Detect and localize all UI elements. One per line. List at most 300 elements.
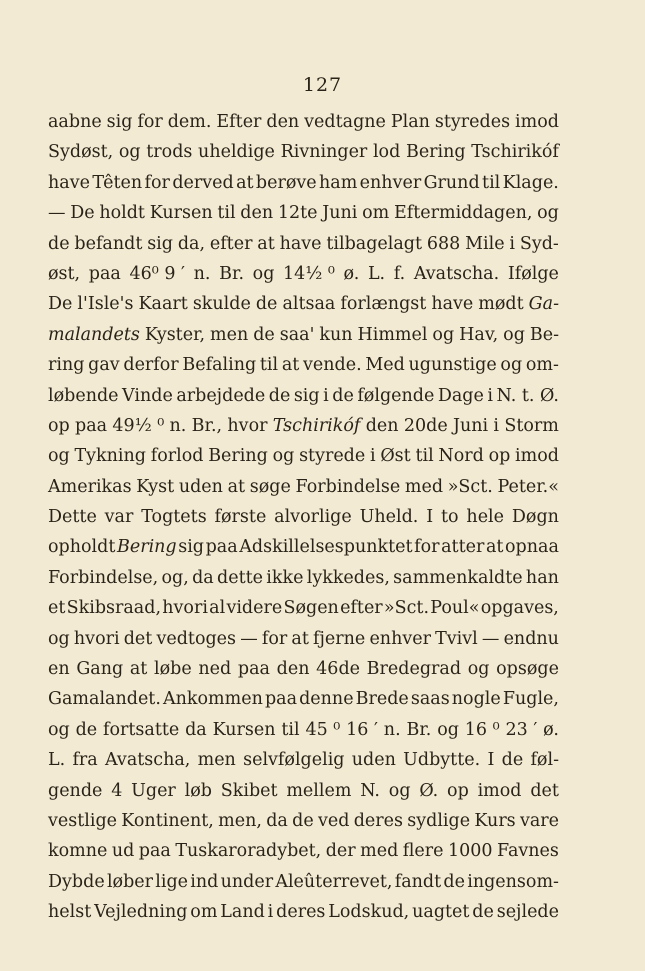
word: helst [48,902,92,923]
word: fra [72,750,98,771]
word: til [415,446,434,467]
word: sig [106,112,133,132]
word: ham [318,172,358,193]
text-line [48,715,559,745]
text-line [48,289,559,319]
word: Gamalandet. [48,689,161,710]
word: sig [178,537,205,558]
word: flere [402,841,444,862]
word: Forbindelse [295,476,401,497]
word: Forbindelse, [48,567,159,588]
word: Poul« [430,598,480,619]
word: Sydøst, [48,142,114,163]
word: og [252,263,275,284]
word: Br., [191,415,223,436]
word: ikke [266,567,304,588]
word: ud [111,841,135,862]
word: da, [177,233,206,254]
word: ø. [543,719,559,740]
word: 23 ′ [505,719,538,740]
word: og [272,446,295,467]
word: de [472,902,494,923]
word: have [431,294,474,315]
word: Avatscha. [413,263,500,284]
word: for [144,172,170,193]
word: ned [198,659,232,680]
word: og [388,780,411,801]
word: med [360,841,399,862]
word: forlod [150,446,204,467]
word: at [236,172,254,193]
word: i [487,385,493,406]
word: endnu [503,628,559,649]
word: fortsatte [103,719,180,740]
word: uden [351,750,396,771]
word: opgaves, [480,598,559,619]
word: l'Isle's [77,294,134,315]
word: Vejledning [94,902,188,923]
word: ingensom- [467,871,559,892]
word: og [437,719,459,740]
word: første [214,507,267,528]
word: saas [410,689,450,710]
word: Kurs [474,810,516,831]
word: Udbytte. [403,750,481,771]
word: og [537,203,559,224]
word: have [279,233,322,254]
word: og, [161,567,189,588]
text-line [48,502,559,532]
word: og [118,142,141,163]
word: øst, [48,263,81,284]
page-number: 127 [302,74,343,96]
word: styredes [434,112,511,132]
word: 46de [316,659,360,680]
word: Himmel [357,324,428,345]
word: hele [466,507,505,528]
word: Tschirikóf [471,142,559,163]
word: 20de [403,415,448,436]
word: deres [353,810,403,831]
word: berøve [255,172,317,193]
word: og [48,446,70,467]
text-line [48,745,559,775]
word: løbende [48,385,119,406]
word: sig [147,233,173,254]
word: styrede [299,446,366,467]
word: Lodskud, [328,902,410,923]
text-line [48,684,559,714]
word: 46⁰ 9 ′ [129,263,186,284]
word: Amerikas [48,476,132,497]
word: malandets [48,324,140,345]
text-line [48,259,559,289]
word: 12te [277,203,318,224]
word: da [192,567,214,588]
word: to [440,507,459,528]
word: da [266,810,288,831]
word: atter [441,537,485,558]
word: 16 ⁰ [464,719,500,740]
text-line [48,107,559,137]
word: Kaart [138,294,188,315]
word: at [281,355,300,376]
text-line [48,198,559,228]
word: — [240,628,258,649]
word: De [70,203,95,224]
word: 49½ ⁰ [112,415,165,436]
text-line [48,350,559,380]
word: Br. [406,719,432,740]
word: tilbagelagt [326,233,423,254]
word: paa [264,689,298,710]
word: dette [217,567,263,588]
word: — [481,628,500,649]
word: at [227,476,246,497]
word: og [48,719,70,740]
word: uden [178,476,223,497]
word: men [210,324,249,345]
word: 688 [426,233,461,254]
word: kun [319,324,353,345]
word: imod [515,446,559,467]
word: — [48,203,66,224]
word: hvori [162,598,208,619]
word: nogle [451,689,501,710]
word: Adskillelsespunktet [239,537,413,558]
word: I [487,750,495,771]
word: altsaa [282,294,336,315]
word: de [268,385,291,406]
word: Tvivl [435,628,478,649]
word: Kyst [136,476,175,497]
word: ring [48,355,85,376]
text-line [48,593,559,623]
word: om [190,902,218,923]
word: paa [138,841,171,862]
word: Kursen [149,203,213,224]
word: Nord [438,446,484,467]
word: n. [169,415,187,436]
word: denne [299,689,354,710]
word: mødt [478,294,524,315]
word: Tuskaroradybet, [175,841,322,862]
word: Juni [322,203,358,224]
word: de [501,750,524,771]
word: paa [88,263,121,284]
word: Peter.« [497,476,559,497]
word: da [185,719,207,740]
word: imod [515,112,559,132]
word: den [266,112,300,132]
word: uagtet [412,902,470,923]
body-text [48,107,559,928]
word: »Sct. [447,476,493,497]
word: Ø. [419,780,439,801]
word: de [443,871,465,892]
word: fandt [394,871,442,892]
word: vende. [303,355,362,376]
word: Eftermiddagen, [393,203,533,224]
word: følgende [357,385,435,406]
word: Hav, [459,324,499,345]
word: en [48,659,70,680]
word: sammenkaldte [393,567,523,588]
word: paa [205,537,238,558]
text-line [48,624,559,654]
word: i [509,233,516,254]
word: Ga- [528,294,559,315]
word: op [488,446,511,467]
word: deres [276,902,326,923]
word: at [485,537,504,558]
word: ø. [343,263,360,284]
word: Juni [452,415,489,436]
word: Dette [48,507,97,528]
word: lykkedes, [306,567,390,588]
word: for [261,628,288,649]
word: 16 ′ [346,719,378,740]
word: Skibet [220,780,278,801]
word: føl- [530,750,559,771]
word: Plan [390,112,430,132]
word: efter [209,233,253,254]
word: Br. [219,263,245,284]
word: Grund [423,172,480,193]
word: under [220,871,274,892]
word: lod [372,142,401,163]
word: det [530,780,559,801]
word: have [48,172,90,193]
word: der [325,841,356,862]
word: søge [249,476,291,497]
word: for [414,537,440,558]
word: med [404,476,444,497]
word: N. t. Ø. [496,385,559,406]
word: videre [226,598,283,619]
word: og [503,324,525,345]
word: Gang [76,659,124,680]
word: opholdt [48,537,116,558]
word: Kyster, [144,324,206,345]
word: imod [477,780,522,801]
text-line [48,654,559,684]
word: Dybde [48,871,105,892]
word: vedtagne [304,112,386,132]
word: saa' [279,324,315,345]
word: Bredegrad [366,659,462,680]
word: i [267,902,274,923]
word: dem. [167,112,212,132]
word: de [255,294,278,315]
word: Bering [116,537,177,558]
word: i [323,385,329,406]
word: Syd- [519,233,559,254]
word: arbejdede [176,385,266,406]
word: ved [317,810,350,831]
text-line [48,381,559,411]
text-line [48,411,559,441]
word: de [75,719,98,740]
word: at [291,628,309,649]
text-line [48,229,559,259]
word: at [129,659,148,680]
word: Aleûterrevet, [275,871,393,892]
word: lige [155,871,189,892]
word: til [281,719,300,740]
word: selvfølgelig [243,750,345,771]
word: og [48,628,70,649]
word: de [253,324,275,345]
word: løb [184,780,212,801]
word: til [217,203,236,224]
word: opsøge [496,659,559,680]
word: uheldige [198,142,275,163]
word: hvor [227,415,268,436]
word: 4 [111,780,123,801]
word: holdt [99,203,145,224]
word: derved [172,172,234,193]
word: n. [193,263,211,284]
word: derfor [123,355,179,376]
word: Têten [92,172,143,193]
word: 45 ⁰ [305,719,341,740]
word: i [493,415,500,436]
word: N. [360,780,380,801]
word: sejlede [496,902,559,923]
word: og [467,659,490,680]
word: n. [383,719,401,740]
word: Vinde [122,385,173,406]
text-line [48,563,559,593]
text-line [48,472,559,502]
word: et [48,598,66,619]
word: Søgen [283,598,339,619]
word: hvori [73,628,120,649]
word: mellem [286,780,352,801]
word: den [276,659,310,680]
word: al [209,598,226,619]
word: ind [190,871,219,892]
text-line [48,836,559,866]
word: Fugle, [502,689,559,710]
word: Storm [504,415,559,436]
word: op [447,780,469,801]
word: skulde [192,294,251,315]
word: De [48,294,73,315]
word: til [482,172,501,193]
word: Skibsraad, [66,598,162,619]
word: L. [48,750,66,771]
word: løber [106,871,153,892]
word: fjerne [313,628,366,649]
word: Avatscha, [105,750,191,771]
word: gav [88,355,120,376]
word: om- [525,355,559,376]
text-line [48,806,559,836]
word: i [369,446,376,467]
word: Med [365,355,405,376]
word: Befaling [182,355,257,376]
word: Ankommen [162,689,263,710]
word: opnaa [505,537,559,558]
word: var [104,507,134,528]
word: det [123,628,153,649]
word: og [500,355,523,376]
word: aabne [48,112,102,132]
word: 1000 [447,841,493,862]
word: den [365,415,399,436]
word: Kursen [212,719,276,740]
word: Tschirikóf [272,415,361,436]
word: og [432,324,455,345]
text-line [48,532,559,562]
word: han [525,567,559,588]
word: paa [237,659,270,680]
word: sydlige [407,810,471,831]
word: om [362,203,390,224]
word: men, [218,810,262,831]
word: befandt [74,233,143,254]
text-line [48,320,559,350]
word: de [332,385,354,406]
word: men [197,750,236,771]
word: enhver [359,172,422,193]
word: for [137,112,163,132]
word: til [259,355,279,376]
word: alvorlige [274,507,352,528]
word: de [48,233,70,254]
word: Bering [208,446,268,467]
word: Uheld. [359,507,419,528]
word: vare [519,810,559,831]
word: Døgn [511,507,559,528]
text-line [48,441,559,471]
word: vedtoges [156,628,237,649]
word: Rivninger [280,142,368,163]
word: Land [220,902,265,923]
word: Efter [216,112,262,132]
word: enhver [369,628,431,649]
word: Kontinent, [121,810,214,831]
text-line [48,168,559,198]
word: Dage [437,385,484,406]
word: »Sct. [383,598,430,619]
word: sig [293,385,320,406]
text-line [48,137,559,167]
word: Bering [405,142,466,163]
word: paa [75,415,108,436]
word: løbe [154,659,192,680]
word: op [48,415,70,436]
word: Brede [355,689,409,710]
text-line [48,867,559,897]
word: I [426,507,434,528]
word: efter [340,598,383,619]
word: forlængst [340,294,427,315]
word: vestlige [48,810,118,831]
word: ugunstige [408,355,497,376]
word: Favnes [497,841,559,862]
text-line [48,776,559,806]
word: komne [48,841,108,862]
word: Tykning [74,446,146,467]
word: Øst [380,446,411,467]
word: Be- [529,324,559,345]
word: trods [146,142,193,163]
word: Mile [465,233,505,254]
word: gende [48,780,103,801]
